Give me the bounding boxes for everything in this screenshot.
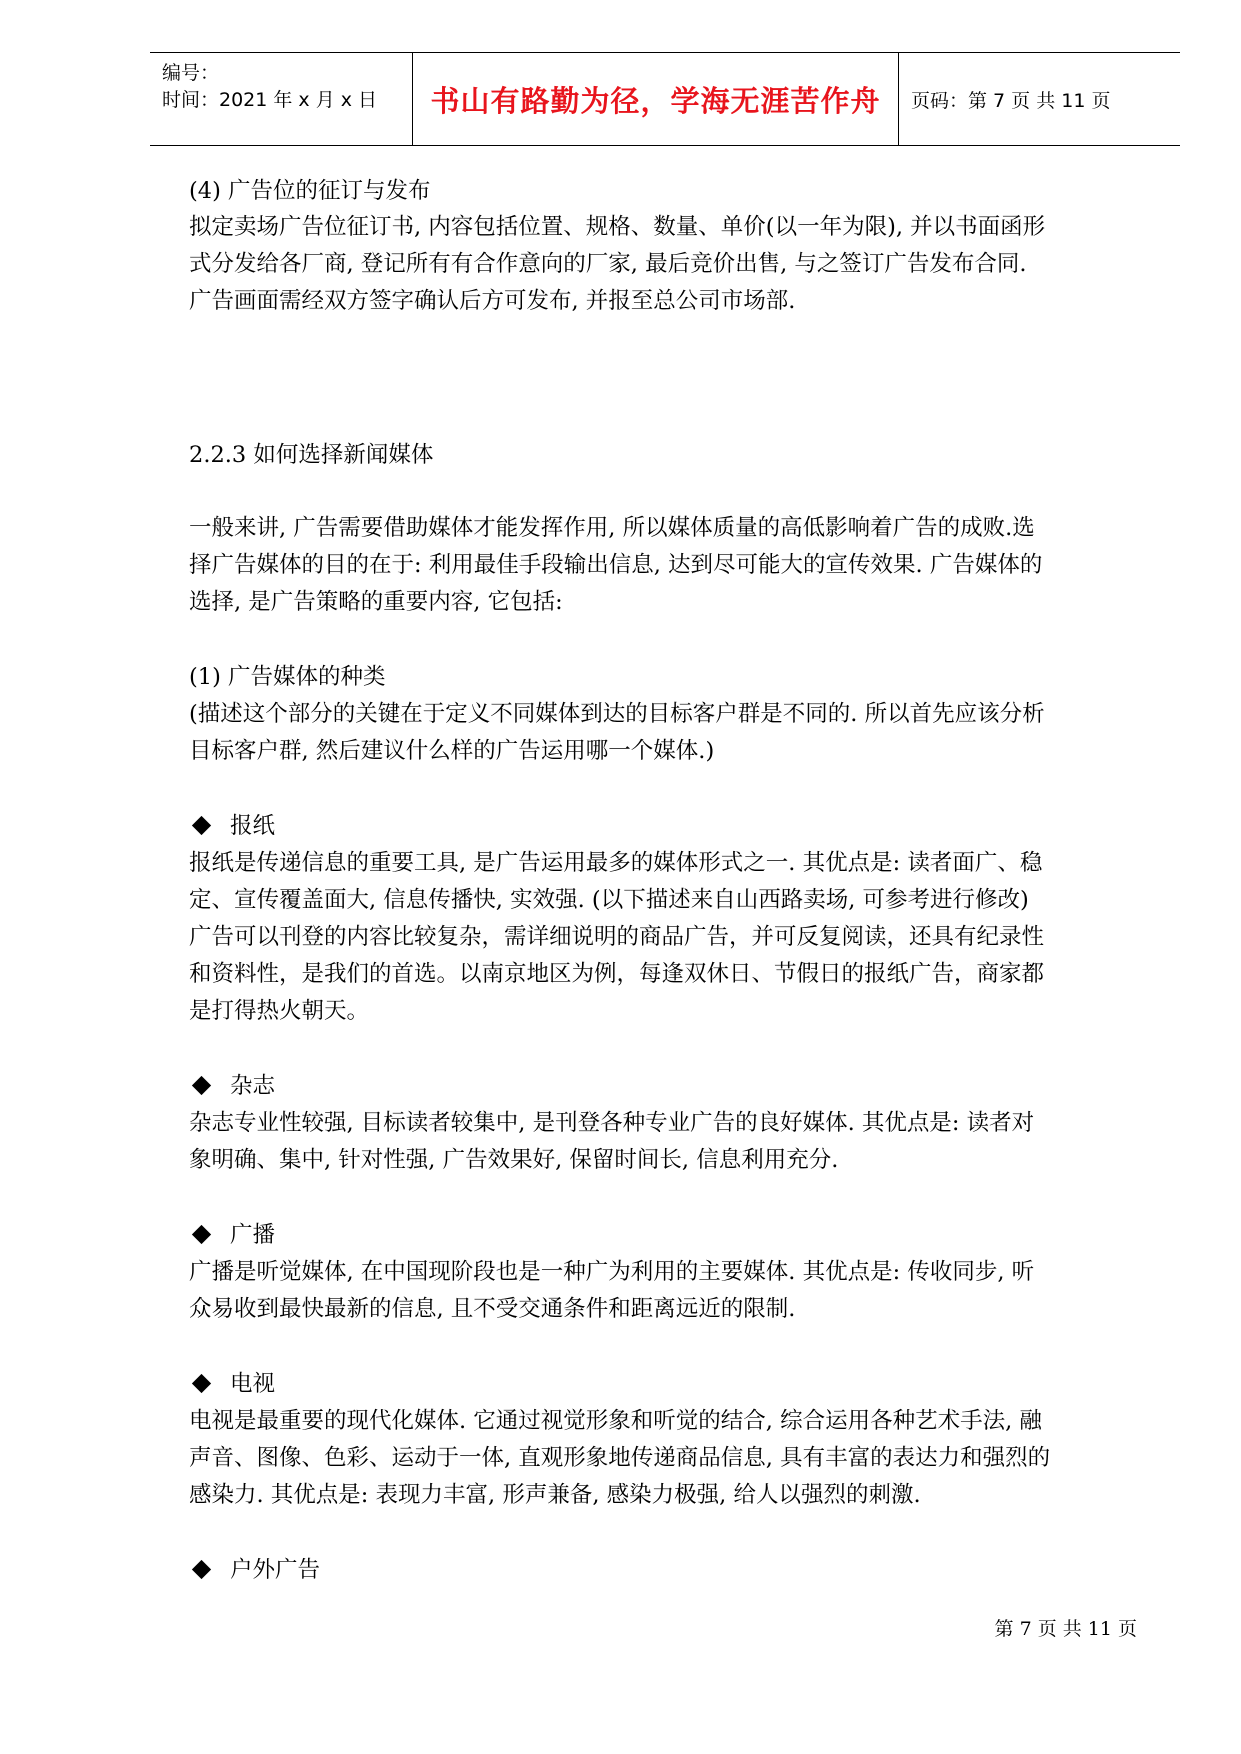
paragraph-line: 广告画面需经双方签字确认后方可发布, 并报至总公司市场部. [189,288,796,314]
paragraph-line: 众易收到最快最新的信息, 且不受交通条件和距离远近的限制. [189,1296,796,1322]
bullet-label: 电视 [230,1371,276,1397]
bullet-newspaper [193,811,275,841]
page-footer-number: 第 7 页 共 11 页 [994,1618,1137,1640]
page-header [150,52,1180,146]
paragraph-line: 杂志专业性较强, 目标读者较集中, 是刊登各种专业广告的良好媒体. 其优点是: 读者对 [189,1110,1035,1136]
paragraph-line: 定、宣传覆盖面大, 信息传播快, 实效强. (以下描述来自山西路卖场, 可参考进行修改) [189,887,1029,913]
paragraph-line: 声音、图像、色彩、运动于一体, 直观形象地传递商品信息, 具有丰富的表达力和强烈的 [189,1445,1051,1471]
paragraph-line: 报纸是传递信息的重要工具, 是广告运用最多的媒体形式之一. 其优点是: 读者面广、稳 [189,850,1043,876]
paragraph-line: 感染力. 其优点是: 表现力丰富, 形声兼备, 感染力极强, 给人以强烈的刺激. [189,1482,921,1508]
paragraph-line: 拟定卖场广告位征订书, 内容包括位置、规格、数量、单价(以一年为限), 并以书面函形 [189,214,1046,240]
document-number-label: 编号： [162,62,220,84]
diamond-bullet-icon [192,1560,211,1579]
paragraph-line: 象明确、集中, 针对性强, 广告效果好, 保留时间长, 信息利用充分. [189,1147,839,1173]
diamond-bullet-icon [192,1374,211,1393]
paragraph-line: 式分发给各厂商, 登记所有有合作意向的厂家, 最后竞价出售, 与之签订广告发布合同. [189,251,1027,277]
paragraph-line: 广告可以刊登的内容比较复杂，需详细说明的商品广告，并可反复阅读，还具有纪录性 [189,924,1045,950]
paragraph-line: 一般来讲, 广告需要借助媒体才能发挥作用, 所以媒体质量的高低影响着广告的成败.选 [189,515,1035,541]
section-1-title: (1) 广告媒体的种类 [189,664,386,690]
paragraph-line: 和资料性，是我们的首选。以南京地区为例，每逢双休日、节假日的报纸广告，商家都 [189,961,1045,987]
diamond-bullet-icon [192,1076,211,1095]
document-time-label: 时间：2021 年 x 月 x 日 [162,89,378,111]
header-page-info: 页码：第 7 页 共 11 页 [911,89,1111,112]
bullet-label: 杂志 [230,1073,276,1099]
header-page-cell [899,53,1180,145]
bullet-label: 广播 [230,1222,276,1248]
section-4-title: (4) 广告位的征订与发布 [189,178,431,204]
paragraph-line: (描述这个部分的关键在于定义不同媒体到达的目标客户群是不同的. 所以首先应该分析 [189,701,1045,727]
paragraph-line: 选择, 是广告策略的重要内容, 它包括: [189,589,563,615]
bullet-radio [193,1220,275,1250]
diamond-bullet-icon [192,816,211,835]
header-motto-cell [413,53,899,145]
bullet-outdoor [193,1555,320,1585]
header-motto: 书山有路勤为径，学海无涯苦作舟 [430,83,881,118]
paragraph-line: 是打得热火朝天。 [189,998,370,1024]
header-meta-cell [150,53,413,145]
paragraph-line: 电视是最重要的现代化媒体. 它通过视觉形象和听觉的结合, 综合运用各种艺术手法, 融 [189,1408,1042,1434]
paragraph-line: 择广告媒体的目的在于: 利用最佳手段输出信息, 达到尽可能大的宣传效果. 广告媒体的 [189,552,1043,578]
diamond-bullet-icon [192,1225,211,1244]
bullet-label: 户外广告 [230,1557,321,1583]
bullet-magazine [193,1071,275,1101]
paragraph-line: 目标客户群, 然后建议什么样的广告运用哪一个媒体.) [189,738,715,764]
bullet-tv [193,1369,275,1399]
bullet-label: 报纸 [230,813,276,839]
paragraph-line: 广播是听觉媒体, 在中国现阶段也是一种广为利用的主要媒体. 其优点是: 传收同步, 听 [189,1259,1035,1285]
section-2-2-3-title: 2.2.3 如何选择新闻媒体 [189,442,434,468]
